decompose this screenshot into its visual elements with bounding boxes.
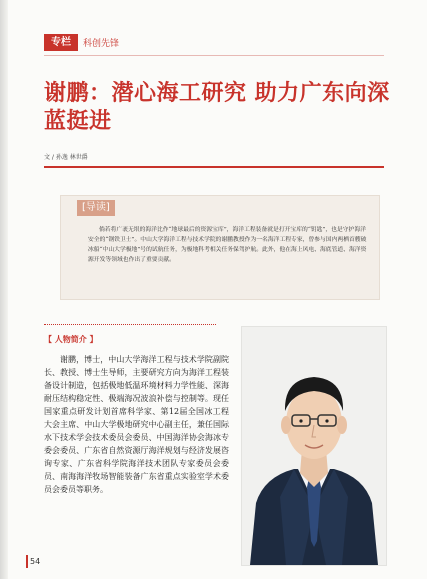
page-number-mark xyxy=(26,555,28,568)
author-divider xyxy=(44,166,384,168)
column-subtitle: 科创先锋 xyxy=(83,39,120,49)
article-author: 文 / 孙逸 林世爵 xyxy=(44,154,88,161)
article-title: 谢鹏：潜心海工研究 助力广东向深蓝挺进 xyxy=(44,81,390,134)
profile-bio: 谢鹏，博士，中山大学海洋工程与技术学院副院长、教授、博士生导师，主要研究方向为海洋工程装备设计制造，包括极地低温环境材料力学性能、深海耐压结构稳定性、极端海况波浪补偿与控制等。现任国家重点研发计划首席科学家、第12届全国冰工程大会主席、中山大学极地研究中心副主任，兼任国际水下技术学会技术委员会委员、中国海洋协会海冰专委会委员、广东省自然资源厅海洋规划与经济发展咨询专家、广东省科学院海洋技术团队专家委员会委员、南海海洋牧场智能装备广东省重点实验室学术委员会委员等职务。 xyxy=(44,355,229,494)
lead-text: 倘若将广袤无垠的海洋比作“地球最后的资源宝库”，海洋工程装备就是打开宝库的“钥匙”，也是守护海洋安全的“钢铁卫士”。中山大学海洋工程与技术学院的谢鹏教授作为一名海洋工程专家，曾参与国内两栖首艘破冰船“中山大学极地”号的试航任务，为极地科考相关任务保驾护航。此外，他在海上风电、海底管道、海洋资源开发等领域也作出了重要贡献。 xyxy=(88,227,367,263)
profile-dotted-divider xyxy=(44,324,216,325)
page-number: 54 xyxy=(30,557,41,566)
portrait-illustration xyxy=(242,327,386,565)
column-tag-label: 专栏 xyxy=(44,34,78,51)
portrait-photo xyxy=(241,326,387,566)
lead-label: [导读] xyxy=(77,200,115,216)
profile-heading: 【 人物简介 】 xyxy=(44,335,98,344)
page-edge-shadow xyxy=(0,0,8,579)
header-divider xyxy=(44,55,384,56)
column-tag xyxy=(44,34,119,51)
